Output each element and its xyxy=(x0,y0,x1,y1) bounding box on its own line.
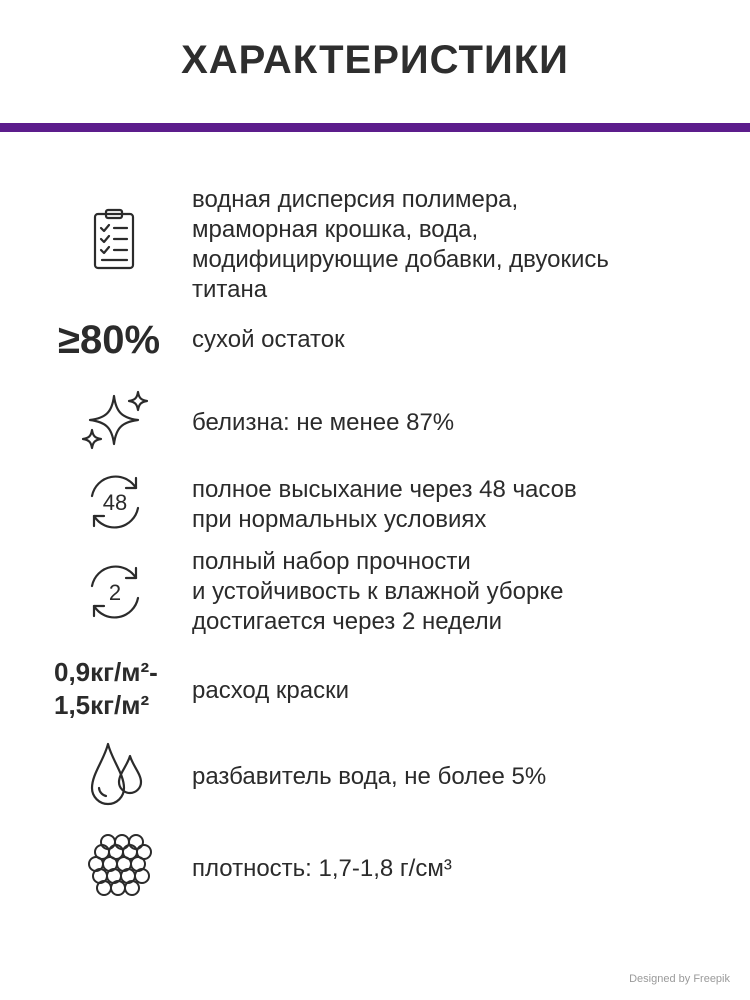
water-drops-icon xyxy=(86,738,148,808)
accent-divider xyxy=(0,123,750,132)
density-text: плотность: 1,7-1,8 г/см³ xyxy=(192,855,452,882)
whiteness-text: белизна: не менее 87% xyxy=(192,409,455,436)
dry-residue-text: сухой остаток xyxy=(192,326,345,353)
credit-text: Designed by Freepik xyxy=(629,973,730,985)
dry-residue-badge: ≥80% xyxy=(58,318,161,362)
composition-text: водная дисперсия полимера, мраморная крошка, вода, модифицирующие добавки, двуокись титана xyxy=(192,186,609,303)
cycle-arrows-icon xyxy=(80,560,150,624)
page-title: ХАРАКТЕРИСТИКИ xyxy=(181,38,569,82)
drying-text: полное высыхание через 48 часов при нормальных условиях xyxy=(192,476,577,533)
clipboard-checklist-icon xyxy=(90,208,140,272)
cycle-label-48: 48 xyxy=(102,490,128,515)
sparkles-icon xyxy=(78,388,152,454)
consumption-badge: 0,9кг/м²- 1,5кг/м² xyxy=(54,657,158,720)
consumption-text: расход краски xyxy=(192,677,350,704)
strength-text: полный набор прочности и устойчивость к влажной уборке достигается через 2 недели xyxy=(192,548,564,635)
cycle-arrows-icon xyxy=(80,470,150,534)
stacked-spheres-icon xyxy=(78,828,156,900)
cycle-label-2: 2 xyxy=(108,580,122,605)
thinner-text: разбавитель вода, не более 5% xyxy=(192,763,547,790)
